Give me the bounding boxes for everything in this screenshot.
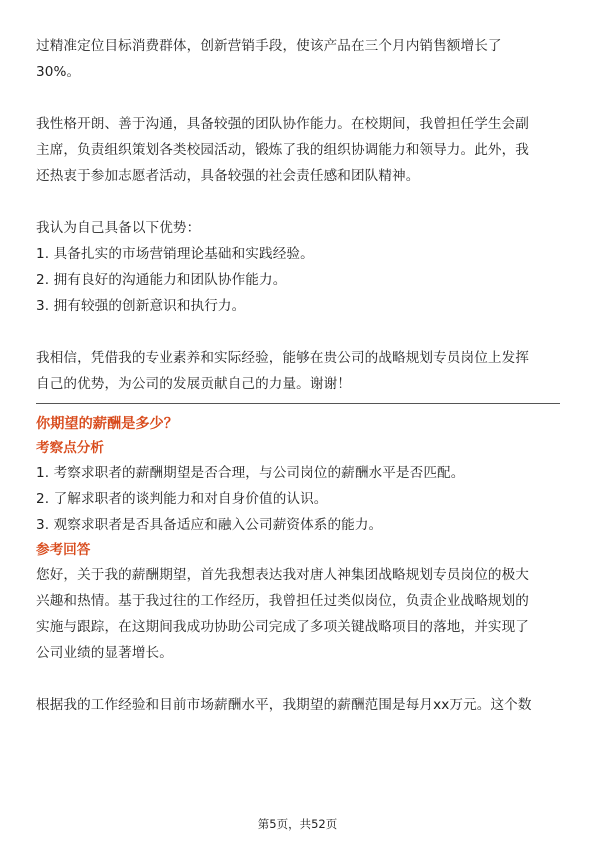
paragraph-gap [36, 319, 560, 345]
text-line: 30%。 [36, 64, 81, 80]
text-line: 自己的优势，为公司的发展贡献自己的力量。谢谢！ [36, 376, 351, 392]
text-line: 我性格开朗、善于沟通，具备较强的团队协作能力。在校期间，我曾担任学生会副 [36, 116, 529, 132]
personality-paragraph [36, 111, 560, 189]
text-line: 根据我的工作经验和目前市场薪酬水平，我期望的薪酬范围是每月xx万元。这个数 [36, 697, 532, 713]
question-heading: 你期望的薪酬是多少？ [36, 416, 178, 432]
advantages-intro: 我认为自己具备以下优势： [36, 220, 201, 236]
page-content [36, 33, 560, 718]
text-line: 我相信，凭借我的专业素养和实际经验，能够在贵公司的战略规划专员岗位上发挥 [36, 350, 529, 366]
reference-paragraph-2 [36, 692, 560, 718]
text-line: 过精准定位目标消费群体，创新营销手段，使该产品在三个月内销售额增长了 [36, 38, 502, 54]
closing-paragraph [36, 345, 560, 397]
page-number: 第5页，共52页 [257, 817, 338, 831]
list-item: 3. 拥有较强的创新意识和执行力。 [36, 298, 246, 314]
paragraph-gap [36, 666, 560, 692]
text-line: 主席，负责组织策划各类校园活动，锻炼了我的组织协调能力和领导力。此外，我 [36, 142, 529, 158]
text-line: 公司业绩的显著增长。 [36, 645, 173, 661]
reference-paragraph-1 [36, 562, 560, 666]
text-line: 还热衷于参加志愿者活动，具备较强的社会责任感和团队精神。 [36, 168, 420, 184]
intro-paragraph-end [36, 33, 560, 85]
list-item: 1. 考察求职者的薪酬期望是否合理，与公司岗位的薪酬水平是否匹配。 [36, 465, 465, 481]
text-line: 实施与跟踪，在这期间我成功协助公司完成了多项关键战略项目的落地，并实现了 [36, 619, 529, 635]
analysis-list [36, 460, 560, 538]
advantages-section [36, 215, 560, 319]
list-item: 2. 拥有良好的沟通能力和团队协作能力。 [36, 272, 287, 288]
analysis-title: 考察点分析 [36, 440, 104, 456]
reference-title: 参考回答 [36, 542, 91, 558]
list-item: 2. 了解求职者的谈判能力和对自身价值的认识。 [36, 491, 328, 507]
paragraph-gap [36, 189, 560, 215]
list-item: 1. 具备扎实的市场营销理论基础和实践经验。 [36, 246, 314, 262]
text-line: 兴趣和热情。基于我过往的工作经历，我曾担任过类似岗位，负责企业战略规划的 [36, 593, 529, 609]
list-item: 3. 观察求职者是否具备适应和融入公司薪资体系的能力。 [36, 517, 383, 533]
section-divider [36, 403, 560, 404]
paragraph-gap [36, 85, 560, 111]
text-line: 您好，关于我的薪酬期望，首先我想表达我对唐人神集团战略规划专员岗位的极大 [36, 567, 529, 583]
